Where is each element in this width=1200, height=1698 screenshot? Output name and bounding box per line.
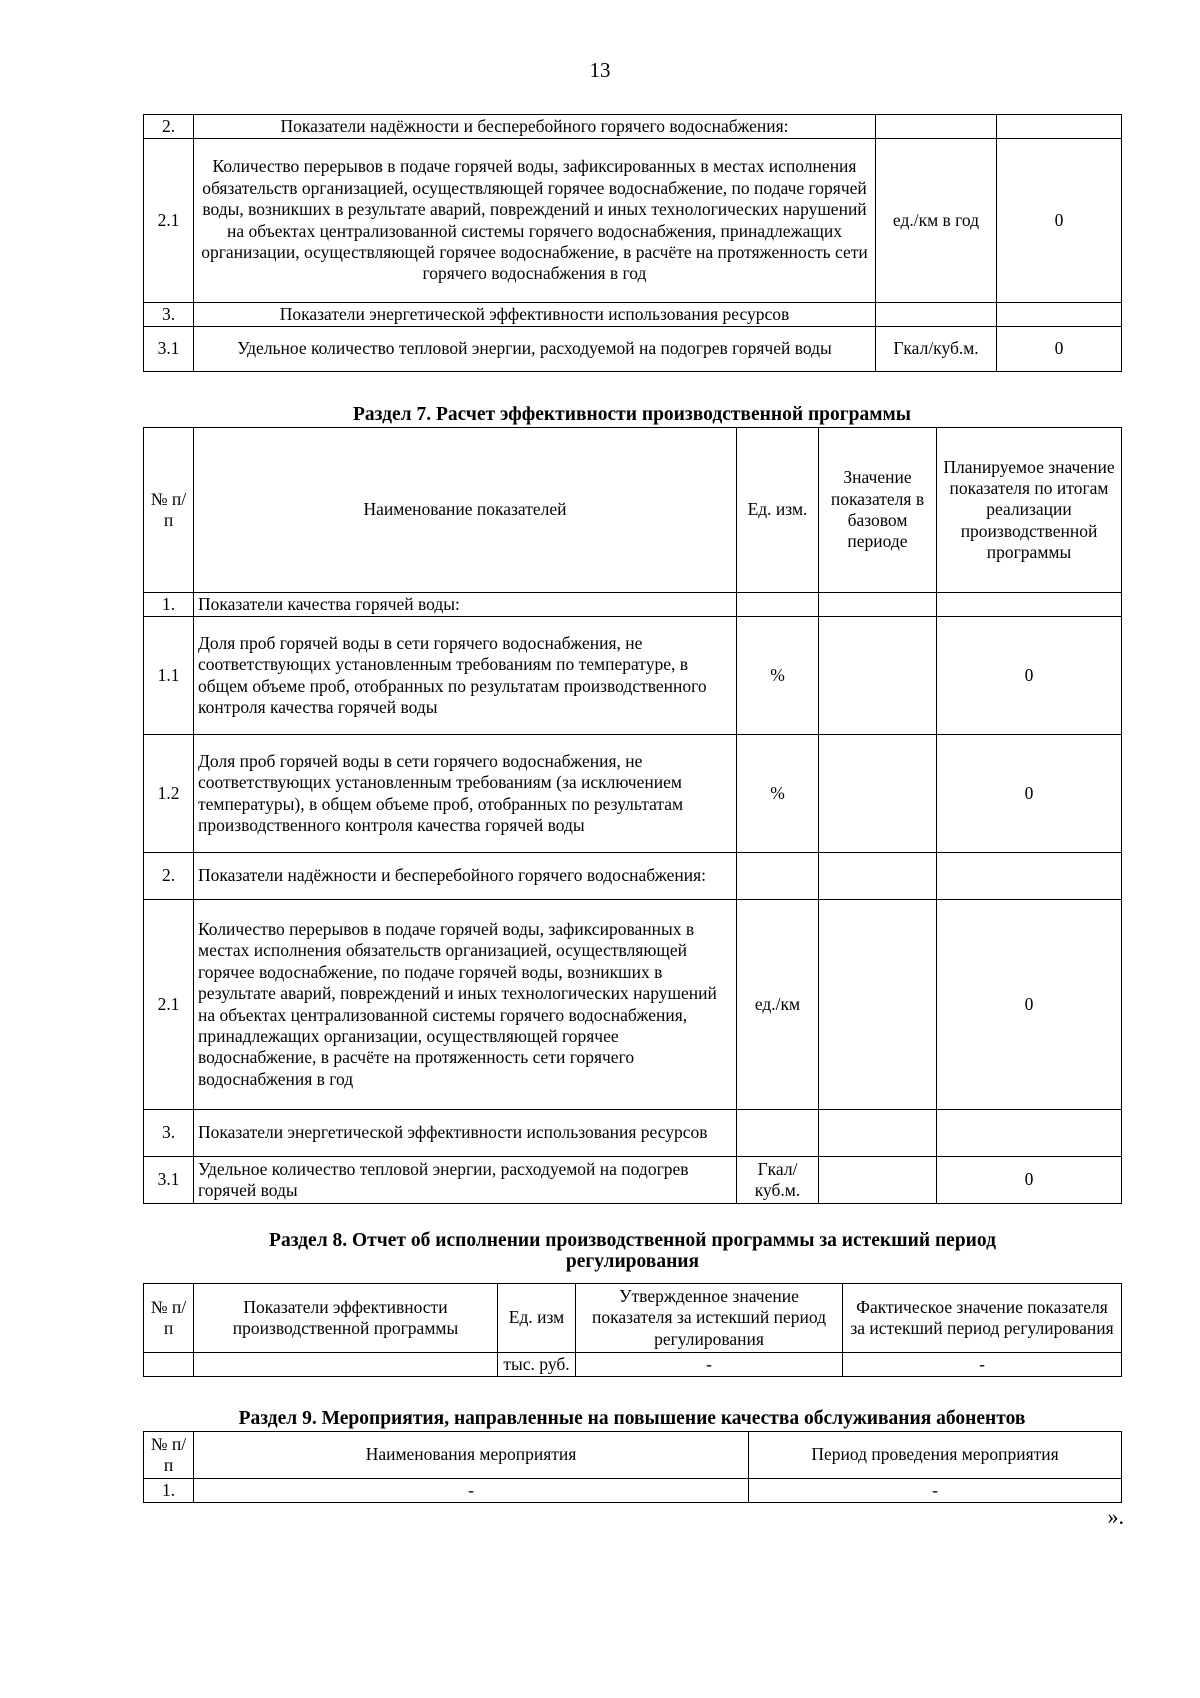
planned-value-cell — [937, 593, 1122, 617]
row-number: 2.1 — [144, 139, 194, 303]
row-number: 2. — [144, 115, 194, 139]
unit-cell — [737, 853, 819, 900]
table-row — [144, 327, 1122, 372]
row-number: 3. — [144, 303, 194, 327]
base-value-cell — [819, 1157, 937, 1204]
table-row — [144, 1353, 1122, 1377]
base-value-cell — [819, 593, 937, 617]
row-number — [144, 1353, 194, 1377]
unit-cell: Гкал/ куб.м. — [737, 1157, 819, 1204]
period-cell: - — [749, 1479, 1122, 1503]
section9-table — [143, 1431, 1122, 1503]
approved-value-cell: - — [576, 1353, 843, 1377]
closing-quote-mark: ». — [1107, 1504, 1124, 1529]
table-header-row — [144, 428, 1122, 593]
header-approved-value: Утвержденное значение показателя за истекший период регулирования — [576, 1284, 843, 1353]
header-name: Наименование показателей — [194, 428, 737, 593]
planned-value-cell — [937, 1110, 1122, 1157]
section7-table — [143, 427, 1122, 1204]
header-unit: Ед. изм — [498, 1284, 576, 1353]
row-number: 3. — [144, 1110, 194, 1157]
indicator-name: Показатели качества горячей воды: — [194, 593, 737, 617]
row-number: 3.1 — [144, 327, 194, 372]
indicator-name: Показатели надёжности и бесперебойного горячего водоснабжения: — [194, 853, 737, 900]
header-no: № п/п — [144, 1284, 194, 1353]
table-header-row — [144, 1432, 1122, 1479]
row-number: 1.1 — [144, 617, 194, 735]
planned-value-cell: 0 — [937, 900, 1122, 1110]
unit-cell: ед./км в год — [876, 139, 997, 303]
table-row — [144, 1479, 1122, 1503]
indicator-name: Показатели энергетической эффективности использования ресурсов — [194, 1110, 737, 1157]
indicator-name: Доля проб горячей воды в сети горячего водоснабжения, не соответствующих установленным требованиям (за исключением температуры), в общем объеме проб, отобранных по результатам производственного контроля качества горячей воды — [194, 735, 737, 853]
base-value-cell — [819, 853, 937, 900]
header-planned-value: Планируемое значение показателя по итогам реализации производственной программы — [937, 428, 1122, 593]
row-number: 3.1 — [144, 1157, 194, 1204]
row-number: 2. — [144, 853, 194, 900]
indicator-name: Показатели энергетической эффективности использования ресурсов — [194, 303, 876, 327]
value-cell: 0 — [997, 139, 1122, 303]
header-actual-value: Фактическое значение показателя за истекший период регулирования — [843, 1284, 1122, 1353]
row-number: 1. — [144, 593, 194, 617]
row-number: 2.1 — [144, 900, 194, 1110]
unit-cell: ед./км — [737, 900, 819, 1110]
actual-value-cell: - — [843, 1353, 1122, 1377]
indicator-name — [194, 1353, 498, 1377]
unit-cell — [737, 1110, 819, 1157]
planned-value-cell: 0 — [937, 617, 1122, 735]
unit-cell — [876, 115, 997, 139]
header-no: № п/п — [144, 428, 194, 593]
header-period: Период проведения мероприятия — [749, 1432, 1122, 1479]
table-row — [144, 303, 1122, 327]
indicator-name: Удельное количество тепловой энергии, расходуемой на подогрев горячей воды — [194, 327, 876, 372]
table-row — [144, 115, 1122, 139]
indicator-name: Доля проб горячей воды в сети горячего водоснабжения, не соответствующих установленным требованиям по температуре, в общем объеме проб, отобранных по результатам производственного контроля качества горячей воды — [194, 617, 737, 735]
header-base-value: Значение показателя в базовом периоде — [819, 428, 937, 593]
indicator-name: Количество перерывов в подаче горячей воды, зафиксированных в местах исполнения обязательств организацией, осуществляющей горячее водоснабжение, по подаче горячей воды, возникших в результате аварий, повреждений и иных технологических нарушений на объектах централизованной системы горячего водоснабжения, принадлежащих организации, осуществляющей горячее водоснабжение, в расчёте на протяженность сети горячего водоснабжения в год — [194, 139, 876, 303]
section7-heading: Раздел 7. Расчет эффективности производственной программы — [352, 404, 912, 425]
unit-cell — [737, 593, 819, 617]
top-indicators-table — [143, 114, 1122, 372]
value-cell — [997, 303, 1122, 327]
header-name: Наименования мероприятия — [194, 1432, 749, 1479]
value-cell: 0 — [997, 327, 1122, 372]
planned-value-cell — [937, 853, 1122, 900]
page-number: 13 — [589, 58, 611, 82]
table-row — [144, 853, 1122, 900]
indicator-name: Количество перерывов в подаче горячей воды, зафиксированных в местах исполнения обязательств организацией, осуществляющей горячее водоснабжение, по подаче горячей воды, возникших в результате аварий, повреждений и иных технологических нарушений на объектах централизованной системы горячего водоснабжения, принадлежащих организации, осуществляющей горячее водоснабжение, в расчёте на протяженность сети горячего водоснабжения в год — [194, 900, 737, 1110]
table-header-row — [144, 1284, 1122, 1353]
section8-heading: Раздел 8. Отчет об исполнении производственной программы за истекший период регулирования — [269, 1230, 996, 1273]
table-row — [144, 735, 1122, 853]
planned-value-cell: 0 — [937, 735, 1122, 853]
base-value-cell — [819, 617, 937, 735]
header-unit: Ед. изм. — [737, 428, 819, 593]
table-row — [144, 139, 1122, 303]
table-row — [144, 617, 1122, 735]
planned-value-cell: 0 — [937, 1157, 1122, 1204]
unit-cell: тыс. руб. — [498, 1353, 576, 1377]
table-row — [144, 1110, 1122, 1157]
unit-cell: % — [737, 735, 819, 853]
unit-cell: Гкал/куб.м. — [876, 327, 997, 372]
section8-table — [143, 1283, 1122, 1377]
base-value-cell — [819, 900, 937, 1110]
indicator-name: Показатели надёжности и бесперебойного горячего водоснабжения: — [194, 115, 876, 139]
unit-cell: % — [737, 617, 819, 735]
section9-heading: Раздел 9. Мероприятия, направленные на повышение качества обслуживания абонентов — [238, 1408, 1026, 1429]
header-name: Показатели эффективности производственной программы — [194, 1284, 498, 1353]
indicator-name: Удельное количество тепловой энергии, расходуемой на подогрев горячей воды — [194, 1157, 737, 1204]
row-number: 1.2 — [144, 735, 194, 853]
unit-cell — [876, 303, 997, 327]
base-value-cell — [819, 735, 937, 853]
base-value-cell — [819, 1110, 937, 1157]
header-no: № п/п — [144, 1432, 194, 1479]
value-cell — [997, 115, 1122, 139]
table-row — [144, 1157, 1122, 1204]
row-number: 1. — [144, 1479, 194, 1503]
table-row — [144, 900, 1122, 1110]
measure-name: - — [194, 1479, 749, 1503]
table-row — [144, 593, 1122, 617]
